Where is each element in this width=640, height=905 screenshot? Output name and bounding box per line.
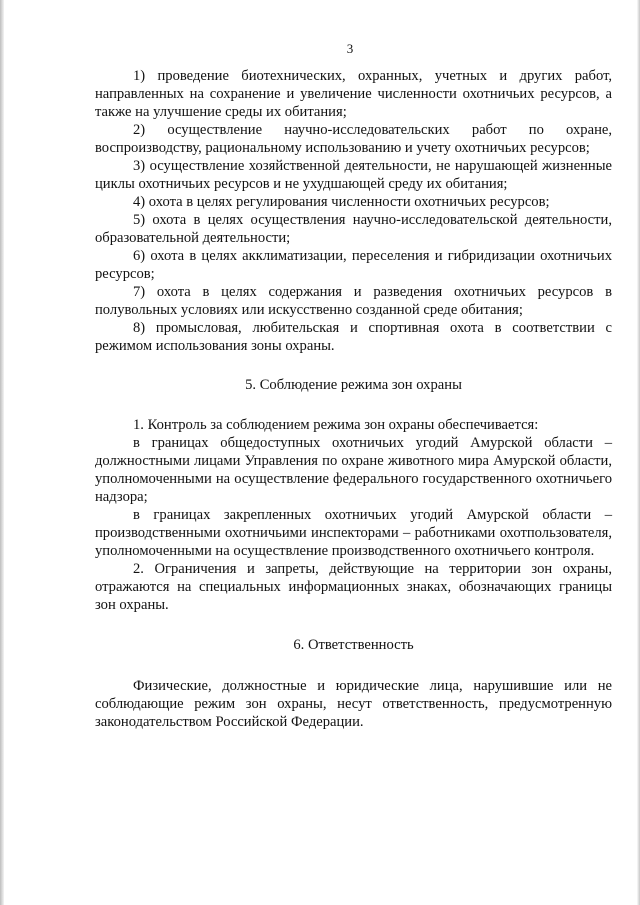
- section-5-paragraph-3: в границах закрепленных охотничьих угодий Амурской области – производственными охотничьими инспекторами – работниками охотпользователя, уполномоченными на осуществление производственного охотничьего контроля.: [95, 507, 612, 559]
- list-item-7: 7) охота в целях содержания и разведения охотничьих ресурсов в полувольных условиях или искусственно созданной среде обитания;: [95, 284, 612, 318]
- section-6-heading: 6. Ответственность: [293, 637, 414, 653]
- list-item-8: 8) промысловая, любительская и спортивная охота в соответствии с режимом использования зоны охраны.: [95, 320, 612, 354]
- section-6-paragraph-1: Физические, должностные и юридические лица, нарушившие или не соблюдающие режим зон охраны, несут ответственность, предусмотренную законодательством Российской Федерации.: [95, 678, 612, 730]
- list-item-3: 3) осуществление хозяйственной деятельности, не нарушающей жизненные циклы охотничьих ресурсов и не ухудшающей среду их обитания;: [95, 158, 612, 192]
- page-number: 3: [346, 41, 354, 56]
- list-item-1: 1) проведение биотехнических, охранных, учетных и других работ, направленных на сохранение и увеличение численности охотничьих ресурсов, а также на улучшение среды их обитания;: [95, 68, 612, 120]
- section-5-paragraph-2: в границах общедоступных охотничьих угодий Амурской области – должностными лицами Управления по охране животного мира Амурской области, уполномоченными на осуществление федерального государственного охотничьего надзора;: [95, 435, 612, 505]
- section-5-paragraph-4: 2. Ограничения и запреты, действующие на территории зон охраны, отражаются на специальных информационных знаках, обозначающих границы зон охраны.: [95, 561, 612, 613]
- list-item-2: 2) осуществление научно-исследовательских работ по охране, воспроизводству, рациональному использованию и учету охотничьих ресурсов;: [95, 122, 612, 156]
- list-item-5: 5) охота в целях осуществления научно-исследовательской деятельности, образовательной деятельности;: [95, 212, 612, 246]
- scan-edge-left: [0, 0, 4, 905]
- list-item-6: 6) охота в целях акклиматизации, переселения и гибридизации охотничьих ресурсов;: [95, 248, 612, 282]
- section-5-paragraph-1: 1. Контроль за соблюдением режима зон охраны обеспечивается:: [133, 417, 539, 433]
- list-item-4: 4) охота в целях регулирования численности охотничьих ресурсов;: [133, 194, 550, 210]
- section-5-heading: 5. Соблюдение режима зон охраны: [245, 377, 462, 393]
- document-body: [95, 67, 612, 731]
